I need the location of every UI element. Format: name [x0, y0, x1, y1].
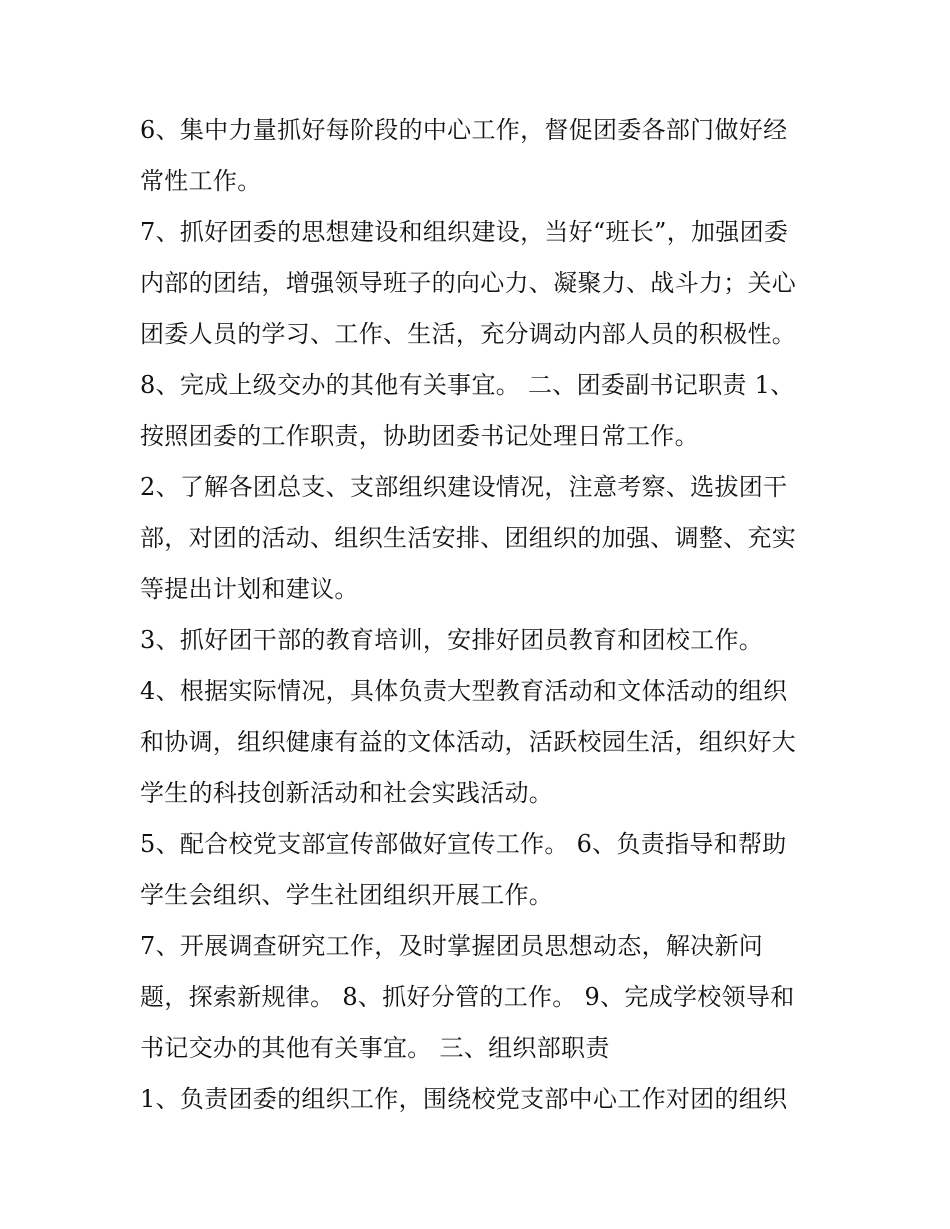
text-line: 部，对团的活动、组织生活安排、团组织的加强、调整、充实: [140, 524, 797, 552]
text-line: 学生的科技创新活动和社会实践活动。: [140, 779, 554, 807]
text-line: 2、了解各团总支、支部组织建设情况，注意考察、选拔团干: [140, 473, 788, 501]
text-line: 8、完成上级交办的其他有关事宜。 二、团委副书记职责 1、: [140, 371, 795, 399]
text-line: 1、负责团委的组织工作，围绕校党支部中心工作对团的组织: [140, 1085, 788, 1113]
text-line: 内部的团结，增强领导班子的向心力、凝聚力、战斗力；关心: [140, 269, 797, 297]
text-line: 团委人员的学习、工作、生活，充分调动内部人员的积极性。: [140, 320, 797, 348]
text-line: 5、配合校党支部宣传部做好宣传工作。 6、负责指导和帮助: [140, 830, 787, 858]
text-line: 和协调，组织健康有益的文体活动，活跃校园生活，组织好大: [140, 728, 797, 756]
text-line: 题，探索新规律。 8、抓好分管的工作。 9、完成学校领导和: [140, 983, 795, 1011]
text-line: 7、抓好团委的思想建设和组织建设，当好“班长”，加强团委: [140, 218, 789, 246]
text-line: 6、集中力量抓好每阶段的中心工作，督促团委各部门做好经: [140, 116, 788, 144]
text-line: 按照团委的工作职责，协助团委书记处理日常工作。: [140, 422, 699, 450]
text-line: 4、根据实际情况，具体负责大型教育活动和文体活动的组织: [140, 677, 788, 705]
text-line: 书记交办的其他有关事宜。 三、组织部职责: [140, 1034, 610, 1062]
text-line: 7、开展调查研究工作，及时掌握团员思想动态，解决新问: [140, 932, 764, 960]
text-line: 学生会组织、学生社团组织开展工作。: [140, 881, 554, 909]
text-line: 等提出计划和建议。: [140, 575, 359, 603]
document-body: [140, 105, 830, 1125]
text-line: 3、抓好团干部的教育培训，安排好团员教育和团校工作。: [140, 626, 764, 654]
text-line: 常性工作。: [140, 167, 262, 195]
